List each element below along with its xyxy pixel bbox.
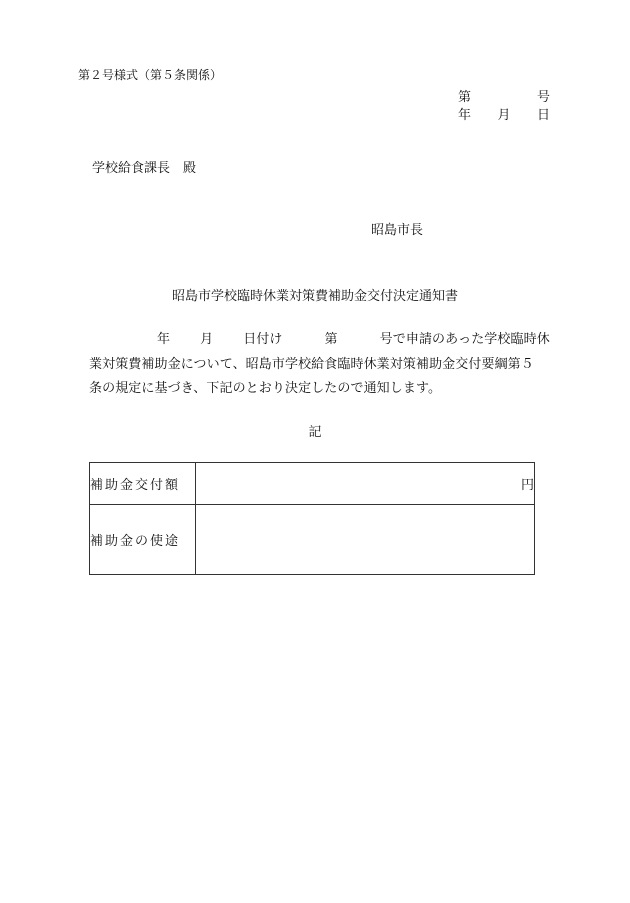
date-day: 日	[536, 108, 550, 123]
table-row	[90, 505, 535, 575]
number-suffix: 号	[536, 90, 550, 105]
number-prefix: 第	[458, 90, 472, 105]
body-line-1	[157, 328, 550, 347]
grant-amount-value: 円	[196, 463, 535, 505]
issuer: 昭島市長	[371, 223, 424, 238]
body-dated: 日付け	[243, 332, 283, 347]
body-line-3: 条の規定に基づき、下記のとおり決定したので通知します。	[89, 381, 442, 396]
addressee: 学校給食課長 殿	[92, 161, 197, 176]
document-title: 昭島市学校臨時休業対策費補助金交付決定通知書	[171, 289, 458, 304]
grant-usage-value	[196, 505, 535, 575]
ki-heading: 記	[308, 425, 322, 440]
document-number	[458, 86, 550, 105]
body-line-2: 業対策費補助金について、昭島市学校給食臨時休業対策補助金交付要綱第５	[89, 357, 534, 372]
table-row	[90, 463, 535, 505]
grant-amount-label: 補助金交付額	[90, 463, 196, 505]
body-year: 年	[157, 332, 171, 347]
grant-table	[89, 462, 535, 575]
form-number-label: 第２号様式（第５条関係）	[78, 68, 223, 82]
body-month: 月	[200, 332, 214, 347]
date-year: 年	[458, 108, 472, 123]
body-line1-rest: 号で申請のあった学校臨時休	[379, 332, 550, 347]
body-dai: 第	[324, 332, 338, 347]
grant-usage-label: 補助金の使途	[90, 505, 196, 575]
document-date	[458, 104, 550, 123]
date-month: 月	[497, 108, 511, 123]
